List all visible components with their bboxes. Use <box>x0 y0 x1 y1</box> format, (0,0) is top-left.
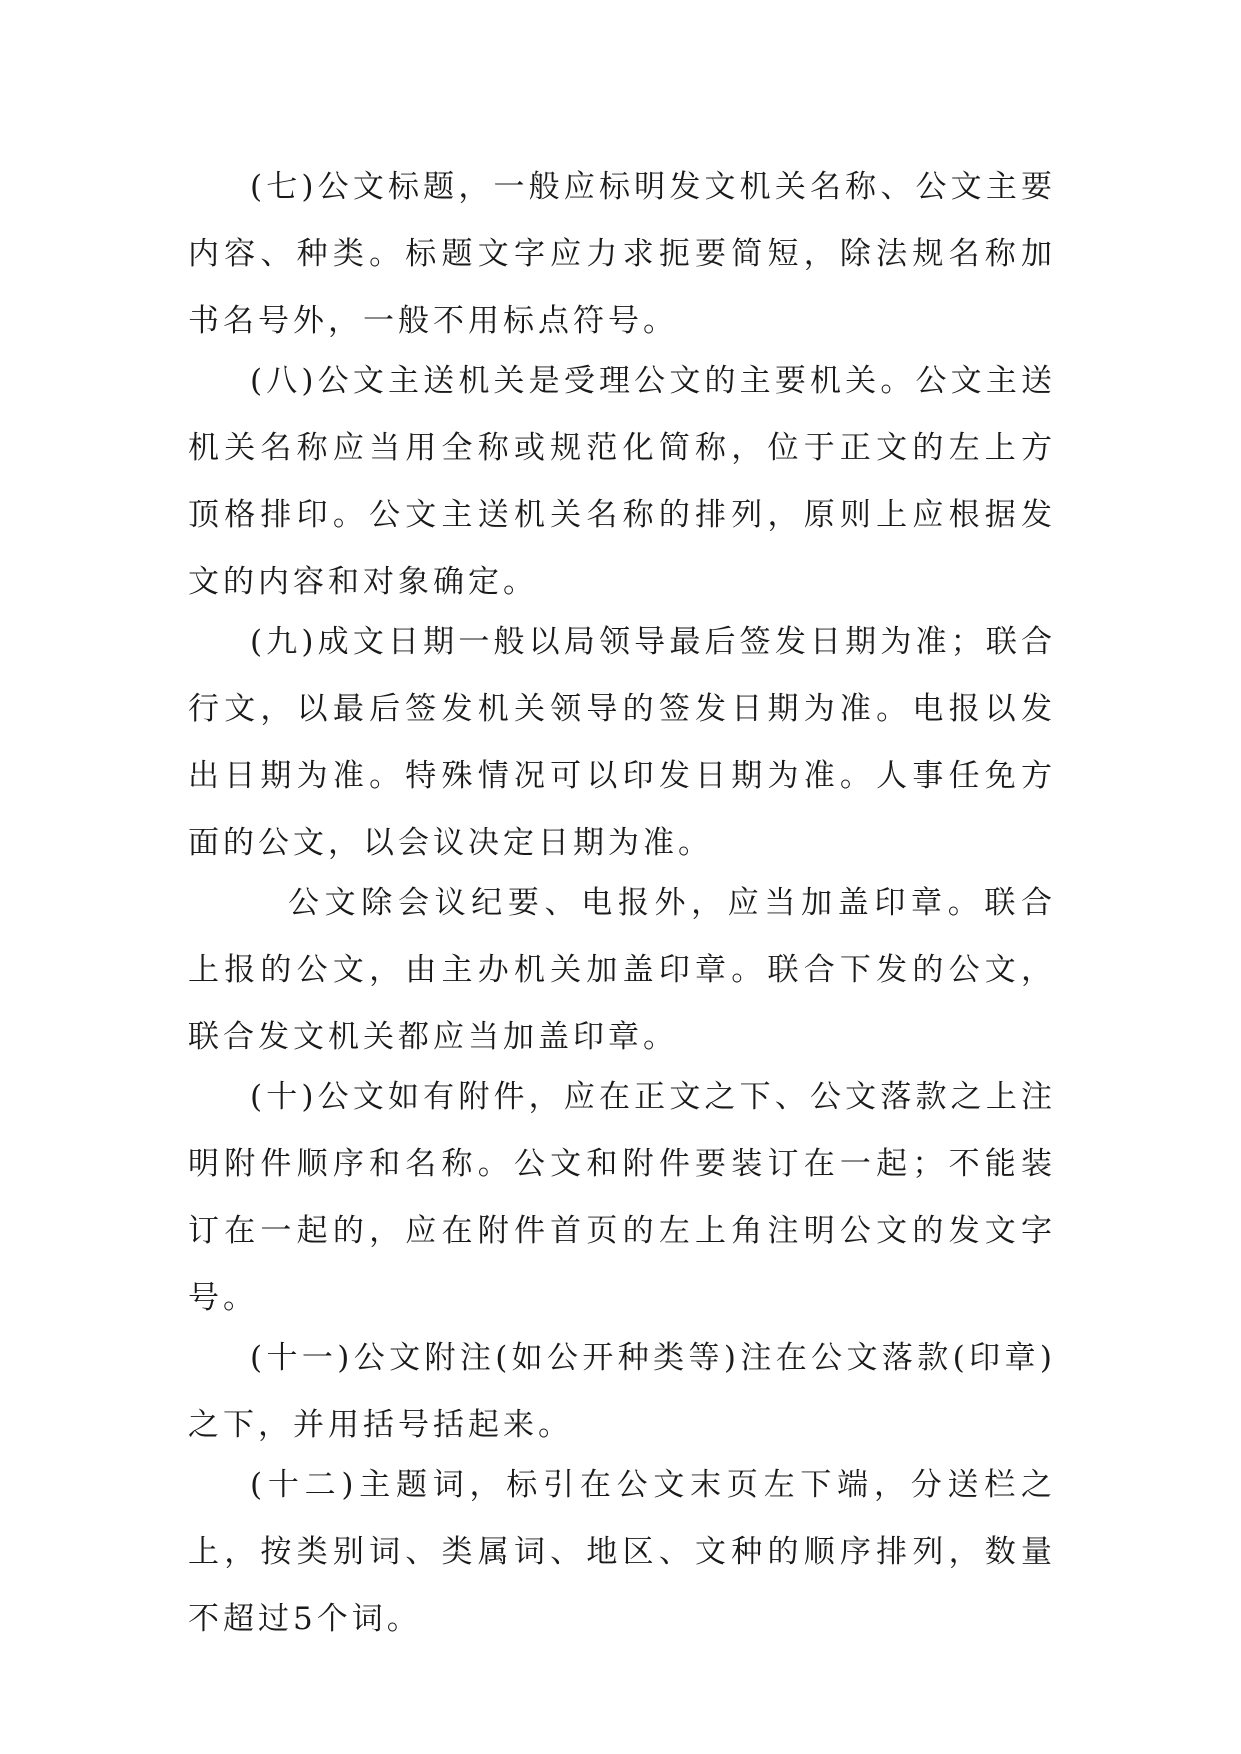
paragraph-attachment-rule: (十)公文如有附件，应在正文之下、公文落款之上注明附件顺序和名称。公文和附件要装订在一起；不能装订在一起的，应在附件首页的左上角注明公文的发文字号。 <box>188 1079 1056 1316</box>
paragraph-annotation-rule: (十一)公文附注(如公开种类等)注在公文落款(印章)之下，并用括号括起来。 <box>188 1340 1056 1443</box>
paragraph-seal-rule: 公文除会议纪要、电报外，应当加盖印章。联合上报的公文，由主办机关加盖印章。联合下发的公文，联合发文机关都应当加盖印章。 <box>188 885 1056 1055</box>
paragraph-recipient-rule: (八)公文主送机关是受理公文的主要机关。公文主送机关名称应当用全称或规范化简称，位于正文的左上方顶格排印。公文主送机关名称的排列，原则上应根据发文的内容和对象确定。 <box>188 363 1056 600</box>
document-body <box>188 154 1056 1653</box>
paragraph-keyword-rule: (十二)主题词，标引在公文末页左下端，分送栏之上，按类别词、类属词、地区、文种的顺序排列，数量不超过5个词。 <box>188 1467 1056 1637</box>
paragraph-title-rule: (七)公文标题，一般应标明发文机关名称、公文主要内容、种类。标题文字应力求扼要简短，除法规名称加书名号外，一般不用标点符号。 <box>188 169 1056 339</box>
paragraph-date-rule: (九)成文日期一般以局领导最后签发日期为准；联合行文，以最后签发机关领导的签发日期为准。电报以发出日期为准。特殊情况可以印发日期为准。人事任免方面的公文，以会议决定日期为准。 <box>188 624 1056 861</box>
